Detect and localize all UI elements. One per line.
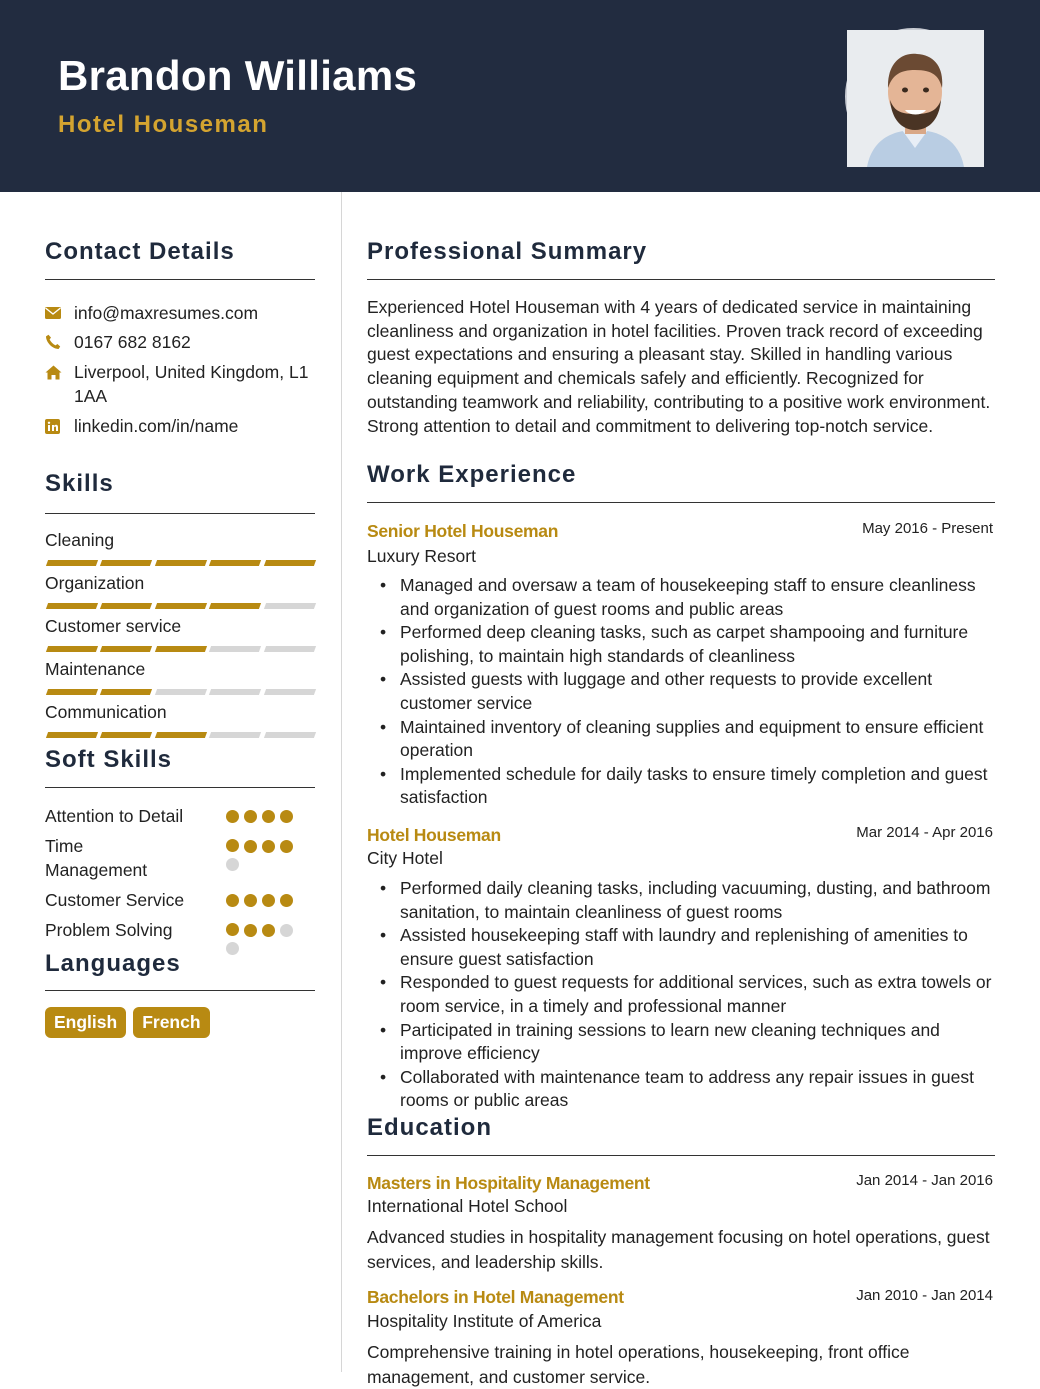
language-badge: English [45, 1007, 126, 1038]
list-item: • Assisted housekeeping staff with laundry and replenishing of amenities to ensure guest satisfaction [367, 924, 997, 971]
degree-dates: Jan 2014 - Jan 2016 [856, 1172, 993, 1189]
languages-list [45, 1007, 210, 1038]
contact-email-text: info@maxresumes.com [74, 303, 259, 323]
rating-dot [244, 840, 257, 853]
skills-section-title: Skills [45, 470, 114, 497]
list-item: • Performed daily cleaning tasks, including vacuuming, dusting, and bathroom sanitation, to maintain cleanliness of guest rooms [367, 877, 997, 924]
section-divider [45, 787, 315, 788]
profile-photo [845, 28, 982, 165]
skill-level-segment [46, 646, 99, 652]
section-divider [45, 279, 315, 280]
skill-level-segment [155, 560, 208, 566]
degree-title: Masters in Hospitality Management [367, 1173, 650, 1193]
degree-description: Advanced studies in hospitality management focusing on hotel operations, guest services, and leadership skills. [367, 1227, 990, 1272]
list-item: • Performed deep cleaning tasks, such as carpet shampooing and furniture polishing, to maintain high standards of cleanliness [367, 621, 997, 668]
skill-level-bar [47, 689, 315, 695]
section-divider [367, 502, 995, 503]
skill-level-segment [209, 560, 262, 566]
section-divider [367, 279, 995, 280]
experience-section-title: Work Experience [367, 461, 577, 488]
skill-level-segment [264, 603, 317, 609]
soft-skill-label: Customer Service [45, 890, 185, 910]
skill-label: Cleaning [45, 530, 115, 550]
rating-dot [280, 924, 293, 937]
rating-dot [262, 840, 275, 853]
languages-section-title: Languages [45, 950, 181, 977]
skill-level-segment [100, 646, 153, 652]
rating-dot [280, 810, 293, 823]
summary-text: Experienced Hotel Houseman with 4 years of dedicated service in maintaining cleanliness and organization in hotel facilities. Proven track record of exceeding guest expectations and ensuring a pleasant stay. Skilled in handling various cleaning equipment and chemicals safely and efficiently. Recognized for outstanding teamwork and reliability, contributing to a positive work environment. Strong attention to detail and commitment to delivering top-notch service. [367, 297, 991, 436]
skill-label: Customer service [45, 616, 182, 636]
skill-level-segment [100, 560, 153, 566]
contact-address [45, 360, 319, 408]
column-divider [341, 192, 342, 1372]
soft-skill-label: Time Management [45, 836, 148, 880]
list-item: • Assisted guests with luggage and other requests to provide excellent customer service [367, 668, 997, 715]
skill-level-segment [100, 732, 153, 738]
rating-dot [226, 858, 239, 871]
rating-dot [226, 923, 239, 936]
rating-dot [244, 924, 257, 937]
job-responsibilities [367, 574, 997, 810]
rating-dot [226, 894, 239, 907]
skill-label: Communication [45, 702, 167, 722]
candidate-role: Hotel Houseman [58, 111, 269, 138]
rating-dot [280, 894, 293, 907]
contact-phone-text: 0167 682 8162 [74, 332, 191, 352]
contact-linkedin[interactable] [45, 414, 319, 438]
rating-dot [226, 810, 239, 823]
degree-description: Comprehensive training in hotel operations, housekeeping, front office management, and customer service. [367, 1342, 910, 1387]
resume-header [0, 0, 1040, 192]
home-icon [45, 360, 65, 384]
skill-level-segment [46, 689, 99, 695]
skill-level-segment [46, 560, 99, 566]
rating-dot [280, 840, 293, 853]
job-dates: Mar 2014 - Apr 2016 [856, 824, 993, 841]
skill-level-segment [155, 603, 208, 609]
list-item: • Maintained inventory of cleaning supplies and equipment to ensure efficient operation [367, 716, 997, 763]
school-name: Hospitality Institute of America [367, 1311, 602, 1331]
skill-level-segment [100, 689, 153, 695]
envelope-icon [45, 301, 65, 325]
skill-level-segment [155, 689, 208, 695]
job-dates: May 2016 - Present [862, 520, 993, 537]
school-name: International Hotel School [367, 1196, 568, 1216]
list-item: • Responded to guest requests for additional services, such as extra towels or room service, in a timely and professional manner [367, 971, 997, 1018]
skill-level-segment [46, 732, 99, 738]
section-divider [367, 1155, 995, 1156]
soft-skills-section-title: Soft Skills [45, 746, 173, 773]
job-title: Hotel Houseman [367, 825, 501, 845]
skill-level-bar [47, 560, 315, 566]
list-item: • Managed and oversaw a team of housekeeping staff to ensure cleanliness and organization of guest rooms and public areas [367, 574, 997, 621]
linkedin-icon [45, 414, 65, 438]
rating-dot [244, 810, 257, 823]
soft-skill-label: Attention to Detail [45, 806, 184, 826]
contact-address-text: Liverpool, United Kingdom, L1 1AA [74, 362, 309, 406]
contact-email[interactable] [45, 301, 319, 325]
section-divider [45, 513, 315, 514]
skill-level-bar [47, 732, 315, 738]
skill-level-segment [209, 732, 262, 738]
degree-dates: Jan 2010 - Jan 2014 [856, 1287, 993, 1304]
skill-level-segment [209, 646, 262, 652]
skill-level-segment [264, 646, 317, 652]
skill-level-segment [100, 603, 153, 609]
rating-dot [244, 894, 257, 907]
summary-section-title: Professional Summary [367, 238, 648, 265]
degree-title: Bachelors in Hotel Management [367, 1287, 624, 1307]
candidate-name: Brandon Williams [58, 52, 418, 99]
skill-level-segment [264, 689, 317, 695]
rating-dot [226, 839, 239, 852]
job-title: Senior Hotel Houseman [367, 521, 559, 541]
job-responsibilities [367, 877, 997, 1113]
section-divider [45, 990, 315, 991]
skill-level-segment [264, 732, 317, 738]
rating-dot [262, 924, 275, 937]
skill-level-segment [264, 560, 317, 566]
skill-level-segment [46, 603, 99, 609]
list-item: • Implemented schedule for daily tasks to ensure timely completion and guest satisfaction [367, 763, 997, 810]
job-organization: Luxury Resort [367, 546, 476, 566]
contact-phone[interactable] [45, 330, 319, 354]
rating-dot [226, 942, 239, 955]
skill-level-segment [209, 603, 262, 609]
soft-skill-label: Problem Solving [45, 920, 173, 940]
skill-label: Organization [45, 573, 145, 593]
skill-label: Maintenance [45, 659, 146, 679]
rating-dot [262, 810, 275, 823]
skill-level-segment [209, 689, 262, 695]
phone-icon [45, 330, 65, 354]
language-badge: French [133, 1007, 209, 1038]
education-section-title: Education [367, 1114, 493, 1141]
list-item: • Participated in training sessions to learn new cleaning techniques and improve efficiency [367, 1019, 997, 1066]
rating-dot [262, 894, 275, 907]
skill-level-segment [155, 646, 208, 652]
skill-level-bar [47, 603, 315, 609]
list-item: • Collaborated with maintenance team to address any repair issues in guest rooms or public areas [367, 1066, 997, 1113]
skill-level-segment [155, 732, 208, 738]
contact-linkedin-text: linkedin.com/in/name [74, 416, 239, 436]
contact-section-title: Contact Details [45, 238, 235, 265]
skill-level-bar [47, 646, 315, 652]
job-organization: City Hotel [367, 848, 443, 868]
